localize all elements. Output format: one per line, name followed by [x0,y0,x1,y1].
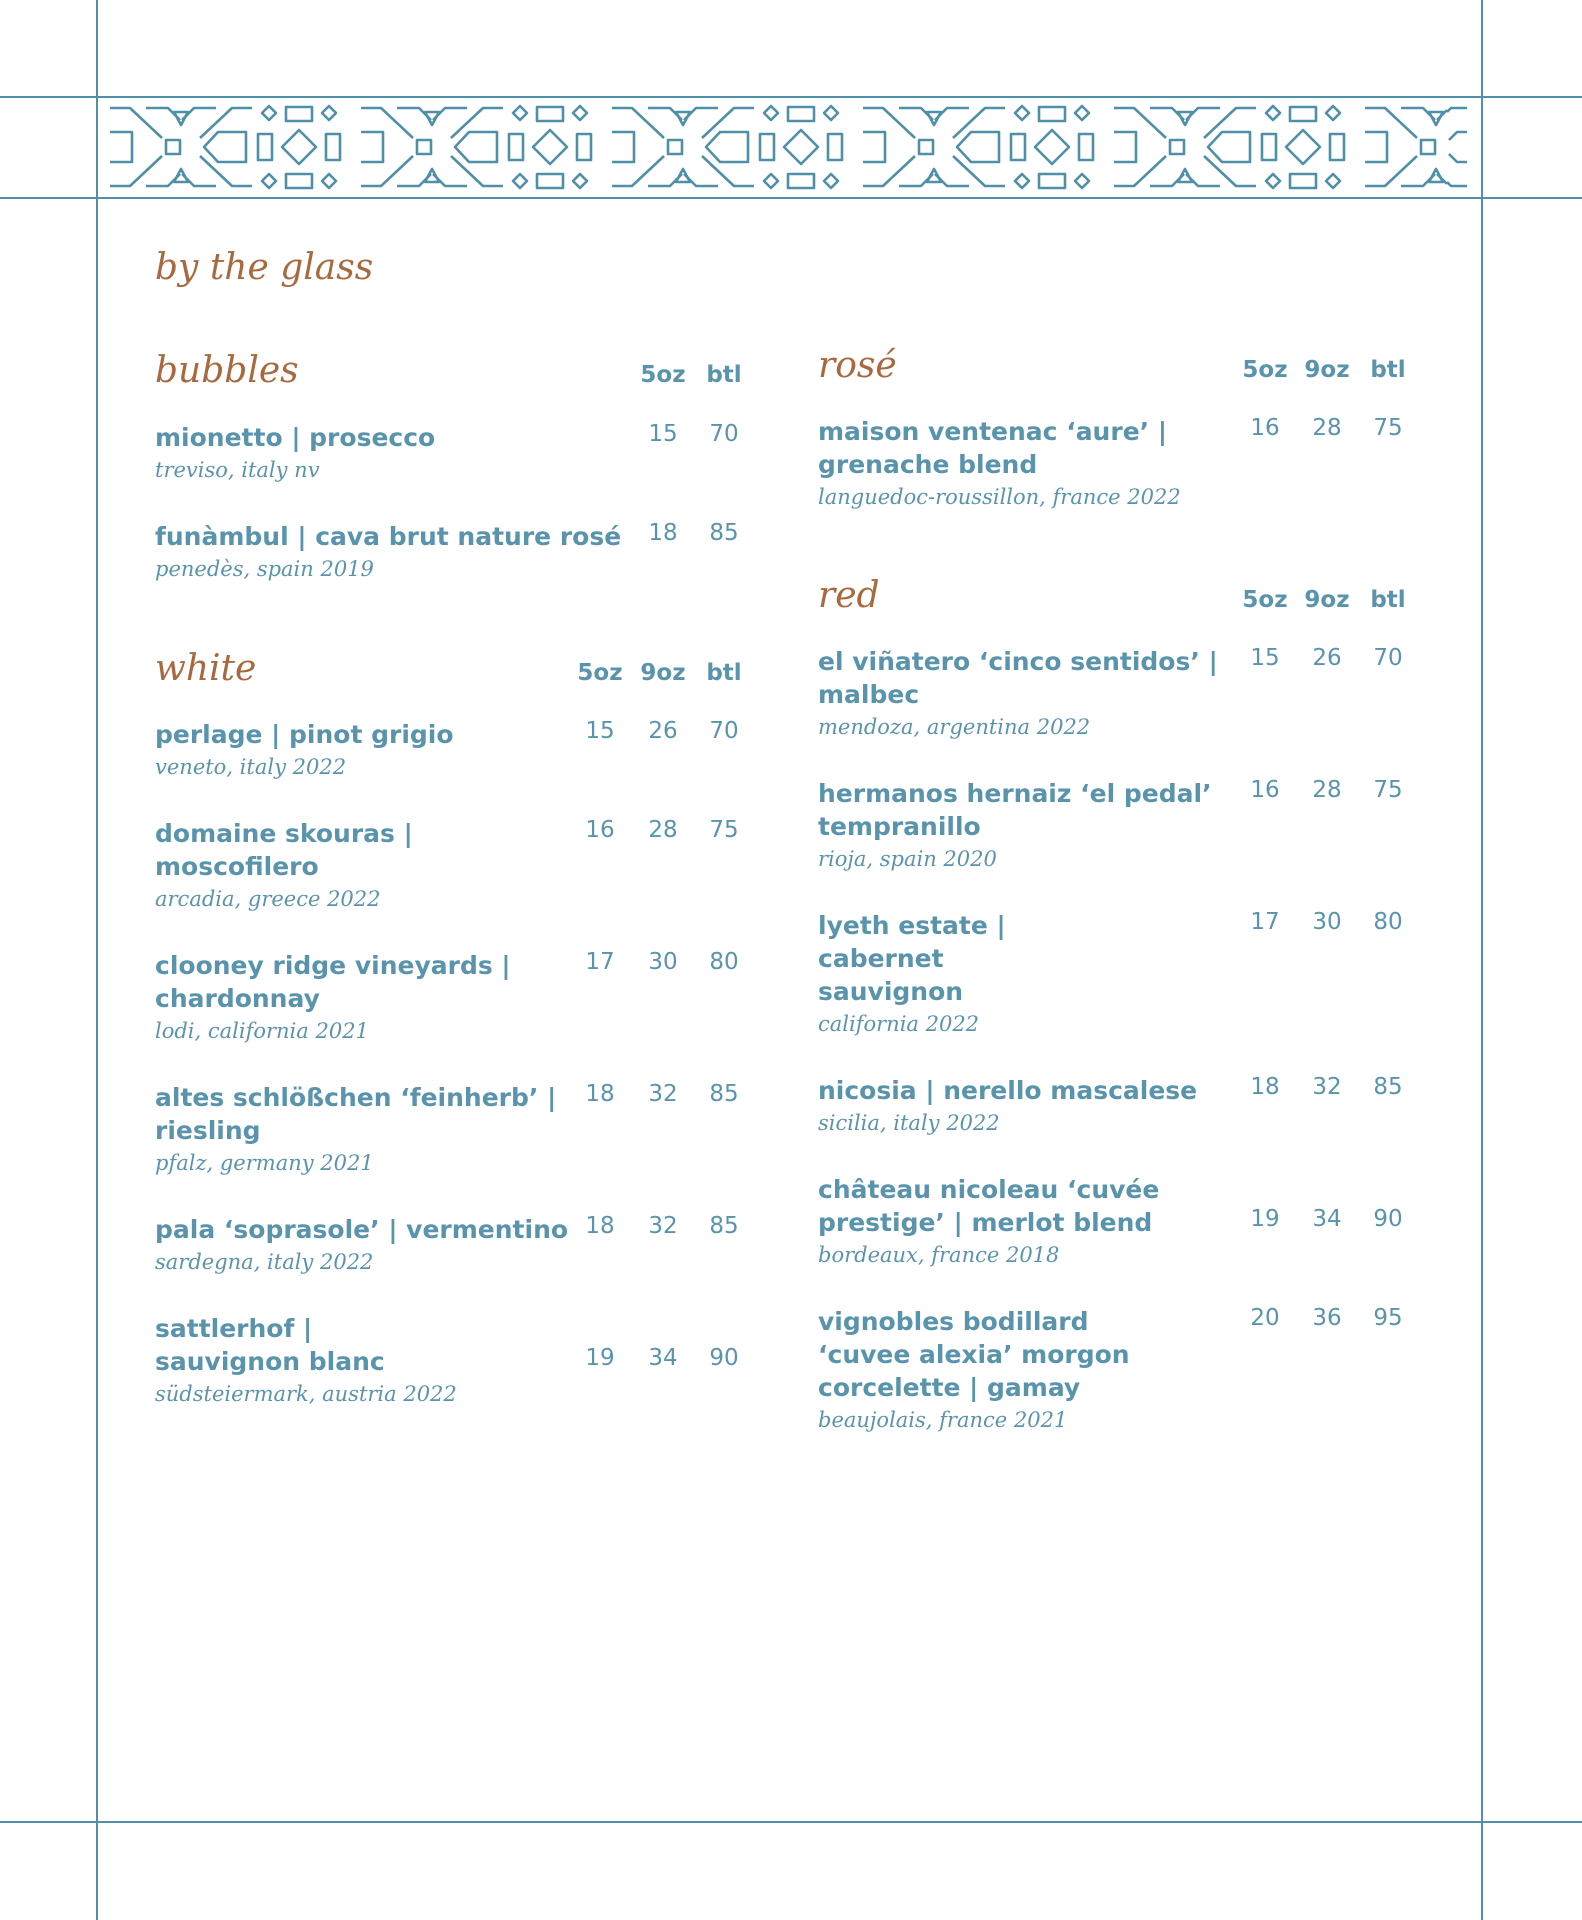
wine-origin: sardegna, italy 2022 [155,1250,374,1274]
price-btl: 75 [1373,415,1403,441]
bottom-rule [0,1821,1582,1823]
wine-name: clooney ridge vineyards | chardonnay [155,951,511,1013]
wine-item [818,777,1418,876]
wine-item [818,909,1418,1041]
wine-item [155,520,755,586]
price-9oz: 28 [648,817,678,843]
wine-origin: languedoc-roussillon, france 2022 [818,485,1181,509]
price-5oz: 18 [648,520,678,546]
price-btl: 90 [1373,1206,1403,1232]
wine-item [155,1213,755,1279]
price-btl: 85 [709,1213,739,1239]
wine-name: altes schlößchen ‘feinherb’ | riesling [155,1083,557,1145]
price-9oz: 34 [648,1345,678,1371]
wine-origin: veneto, italy 2022 [155,755,347,779]
wine-item [818,1173,1418,1272]
price-5oz: 15 [648,421,678,447]
price-9oz: 32 [648,1081,678,1107]
price-5oz: 17 [1250,909,1280,935]
price-5oz: 15 [585,718,615,744]
price-5oz: 16 [1250,777,1280,803]
wine-origin: pfalz, germany 2021 [155,1151,374,1175]
wine-origin: mendoza, argentina 2022 [818,715,1091,739]
price-5oz: 16 [1250,415,1280,441]
section-header [818,342,1418,402]
price-btl: 75 [709,817,739,843]
section-bubbles [155,347,755,586]
section-header [155,645,755,705]
wine-name: lyeth estate | cabernet sauvignon [818,911,1006,1006]
wine-name: mionetto | prosecco [155,423,436,452]
price-9oz: 30 [1312,909,1342,935]
col-label-btl: btl [1370,587,1406,613]
wine-name: pala ‘soprasole’ | vermentino [155,1215,569,1244]
price-5oz: 18 [1250,1074,1280,1100]
wine-origin: südsteiermark, austria 2022 [155,1382,457,1406]
section-title: rosé [818,345,897,386]
col-label-9oz: 9oz [640,660,686,686]
section-header [155,347,755,407]
wine-name: funàmbul | cava brut nature rosé [155,522,622,551]
wine-name: vignobles bodillard ‘cuvee alexia’ morgon corcelette | gamay [818,1307,1130,1402]
col-label-btl: btl [706,362,742,388]
wine-item [155,817,755,916]
price-9oz: 30 [648,949,678,975]
wine-item [818,1074,1418,1140]
price-5oz: 18 [585,1213,615,1239]
col-label-5oz: 5oz [1242,587,1288,613]
wine-item [818,645,1418,744]
page-title: by the glass [155,247,374,288]
wine-origin: arcadia, greece 2022 [155,887,381,911]
price-9oz: 26 [1312,645,1342,671]
col-label-5oz: 5oz [577,660,623,686]
price-btl: 80 [1373,909,1403,935]
wine-item [818,1305,1418,1437]
col-label-5oz: 5oz [640,362,686,388]
col-label-9oz: 9oz [1304,587,1350,613]
geometric-border-pattern-icon [106,104,1471,190]
section-red [818,572,1418,1437]
wine-item [155,1312,755,1411]
top-rule [0,96,1582,98]
section-rose [818,342,1418,514]
price-9oz: 28 [1312,777,1342,803]
section-header [818,572,1418,632]
wine-item [155,949,755,1048]
right-rule [1481,0,1483,1920]
price-btl: 70 [709,421,739,447]
price-9oz: 34 [1312,1206,1342,1232]
wine-name: perlage | pinot grigio [155,720,454,749]
wine-origin: lodi, california 2021 [155,1019,369,1043]
wine-name: domaine skouras | moscofilero [155,819,413,881]
section-title: bubbles [155,350,299,391]
price-btl: 75 [1373,777,1403,803]
price-btl: 85 [709,1081,739,1107]
price-5oz: 20 [1250,1305,1280,1331]
wine-origin: penedès, spain 2019 [155,557,374,581]
wine-item [155,421,755,487]
wine-item [155,1081,755,1180]
left-rule [96,0,98,1920]
wine-origin: rioja, spain 2020 [818,847,997,871]
col-label-btl: btl [1370,357,1406,383]
wine-name: château nicoleau ‘cuvée prestige’ | merlot blend [818,1175,1160,1237]
col-label-5oz: 5oz [1242,357,1288,383]
price-btl: 80 [709,949,739,975]
price-9oz: 28 [1312,415,1342,441]
price-9oz: 32 [1312,1074,1342,1100]
wine-name: hermanos hernaiz ‘el pedal’ tempranillo [818,779,1212,841]
price-btl: 90 [709,1345,739,1371]
wine-item [818,415,1418,514]
wine-origin: sicilia, italy 2022 [818,1111,1000,1135]
section-title: red [818,575,880,616]
price-btl: 95 [1373,1305,1403,1331]
price-btl: 85 [1373,1074,1403,1100]
price-5oz: 16 [585,817,615,843]
wine-origin: treviso, italy nv [155,458,320,482]
wine-origin: california 2022 [818,1012,980,1036]
price-5oz: 19 [585,1345,615,1371]
wine-origin: beaujolais, france 2021 [818,1408,1068,1432]
wine-name: maison ventenac ‘aure’ | grenache blend [818,417,1167,479]
price-9oz: 36 [1312,1305,1342,1331]
price-5oz: 18 [585,1081,615,1107]
price-5oz: 17 [585,949,615,975]
price-5oz: 19 [1250,1206,1280,1232]
price-5oz: 15 [1250,645,1280,671]
price-9oz: 32 [648,1213,678,1239]
col-label-btl: btl [706,660,742,686]
price-btl: 85 [709,520,739,546]
price-btl: 70 [709,718,739,744]
section-white [155,645,755,1411]
wine-name: el viñatero ‘cinco sentidos’ | malbec [818,647,1218,709]
col-label-9oz: 9oz [1304,357,1350,383]
wine-name: sattlerhof | sauvignon blanc [155,1314,385,1376]
price-btl: 70 [1373,645,1403,671]
price-9oz: 26 [648,718,678,744]
wine-name: nicosia | nerello mascalese [818,1076,1198,1105]
section-title: white [155,648,257,689]
wine-origin: bordeaux, france 2018 [818,1243,1060,1267]
wine-item [155,718,755,784]
pattern-bottom-rule [0,197,1582,199]
